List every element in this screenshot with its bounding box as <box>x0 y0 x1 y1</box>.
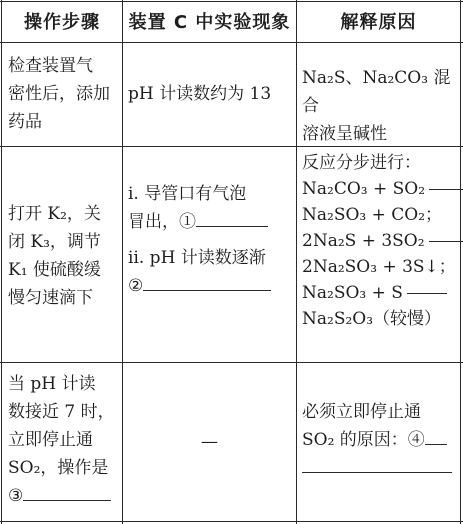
phenomenon-i-line <box>128 208 294 236</box>
answer-blank-1 <box>196 208 268 227</box>
reaction-3-products: Na₂S₂O₃（较慢） <box>302 309 442 329</box>
phenomenon-ii-line <box>128 272 294 300</box>
phenomenon-i-line: ⅰ. 导管口有气泡 <box>128 184 247 204</box>
table-border-left <box>1 0 2 524</box>
row3-step <box>8 370 120 510</box>
row1-step-line: 检查装置气 <box>8 56 93 76</box>
row3-step-line: SO₂，操作是 <box>8 458 109 478</box>
reaction-1-reactants: Na₂CO₃ + SO₂ <box>302 179 426 199</box>
reaction-3 <box>302 280 460 306</box>
answer-blank-3 <box>23 482 111 501</box>
answer-blank-4b <box>302 454 452 473</box>
row3-step-line: 立即停止通 <box>8 430 93 450</box>
reaction-2-products: 2Na₂SO₃ + 3S↓； <box>302 257 456 277</box>
row3-reason-line: 必须立即停止通 <box>302 402 421 422</box>
row2-step-line: 打开 K₂，关 <box>8 204 101 224</box>
row2-step-line: 慢匀速滴下 <box>8 288 93 308</box>
reaction-2-reactants: 2Na₂S + 3SO₂ <box>302 231 425 251</box>
reaction-1 <box>302 176 460 202</box>
row-divider-2 <box>0 362 463 363</box>
row3-reason-text: SO₂ 的原因：④ <box>302 430 425 450</box>
header-phenomenon: 装置 C 中实验现象 <box>128 12 291 33</box>
column-divider-2 <box>296 0 297 524</box>
row1-reason <box>302 64 460 148</box>
reaction-3-reactants: Na₂SO₃ + S <box>302 283 403 303</box>
phenomenon-ii-text: ② <box>128 276 144 296</box>
table-border-bottom <box>0 521 463 522</box>
row3-step-circle-3: ③ <box>8 486 24 506</box>
row1-reason-line: Na₂S、Na₂CO₃ 混合 <box>302 68 451 116</box>
header-step: 操作步骤 <box>24 12 100 33</box>
row1-phenomenon: pH 计读数约为 13 <box>128 84 272 104</box>
row2-step-line: K₁ 使硫酸缓 <box>8 260 101 280</box>
answer-blank-4a <box>425 426 447 445</box>
reason-intro: 反应分步进行： <box>302 153 421 173</box>
answer-blank-2 <box>143 272 271 291</box>
row2-phenomenon <box>128 180 294 300</box>
row3-reason-line <box>302 426 460 454</box>
row1-reason-line: 溶液呈碱性 <box>302 124 387 144</box>
row2-reason <box>302 150 460 332</box>
header-reason: 解释原因 <box>340 12 417 33</box>
row3-reason <box>302 398 460 482</box>
header-divider <box>0 42 463 43</box>
equals-sign <box>429 241 463 242</box>
equals-sign <box>407 293 447 294</box>
row1-step-line: 药品 <box>8 112 42 132</box>
phenomenon-i-text: 冒出，① <box>128 212 196 232</box>
equals-sign <box>429 189 463 190</box>
phenomenon-ii-line: ⅱ. pH 计读数逐渐 <box>128 248 266 268</box>
row2-step-line: 闭 K₃，调节 <box>8 232 101 252</box>
row3-step-line: 当 pH 计读 <box>8 374 96 394</box>
reaction-2 <box>302 228 460 254</box>
row1-step <box>8 52 120 136</box>
row3-reason-line <box>302 454 460 482</box>
row3-step-line <box>8 482 120 510</box>
table-border-right <box>460 0 461 524</box>
row1-step-line: 密性后，添加 <box>8 84 110 104</box>
reaction-1-products: Na₂SO₃ + CO₂； <box>302 205 443 225</box>
row2-step <box>8 200 120 312</box>
row3-step-line: 数接近 7 时， <box>8 402 115 422</box>
row3-phenomenon: — <box>201 432 218 452</box>
